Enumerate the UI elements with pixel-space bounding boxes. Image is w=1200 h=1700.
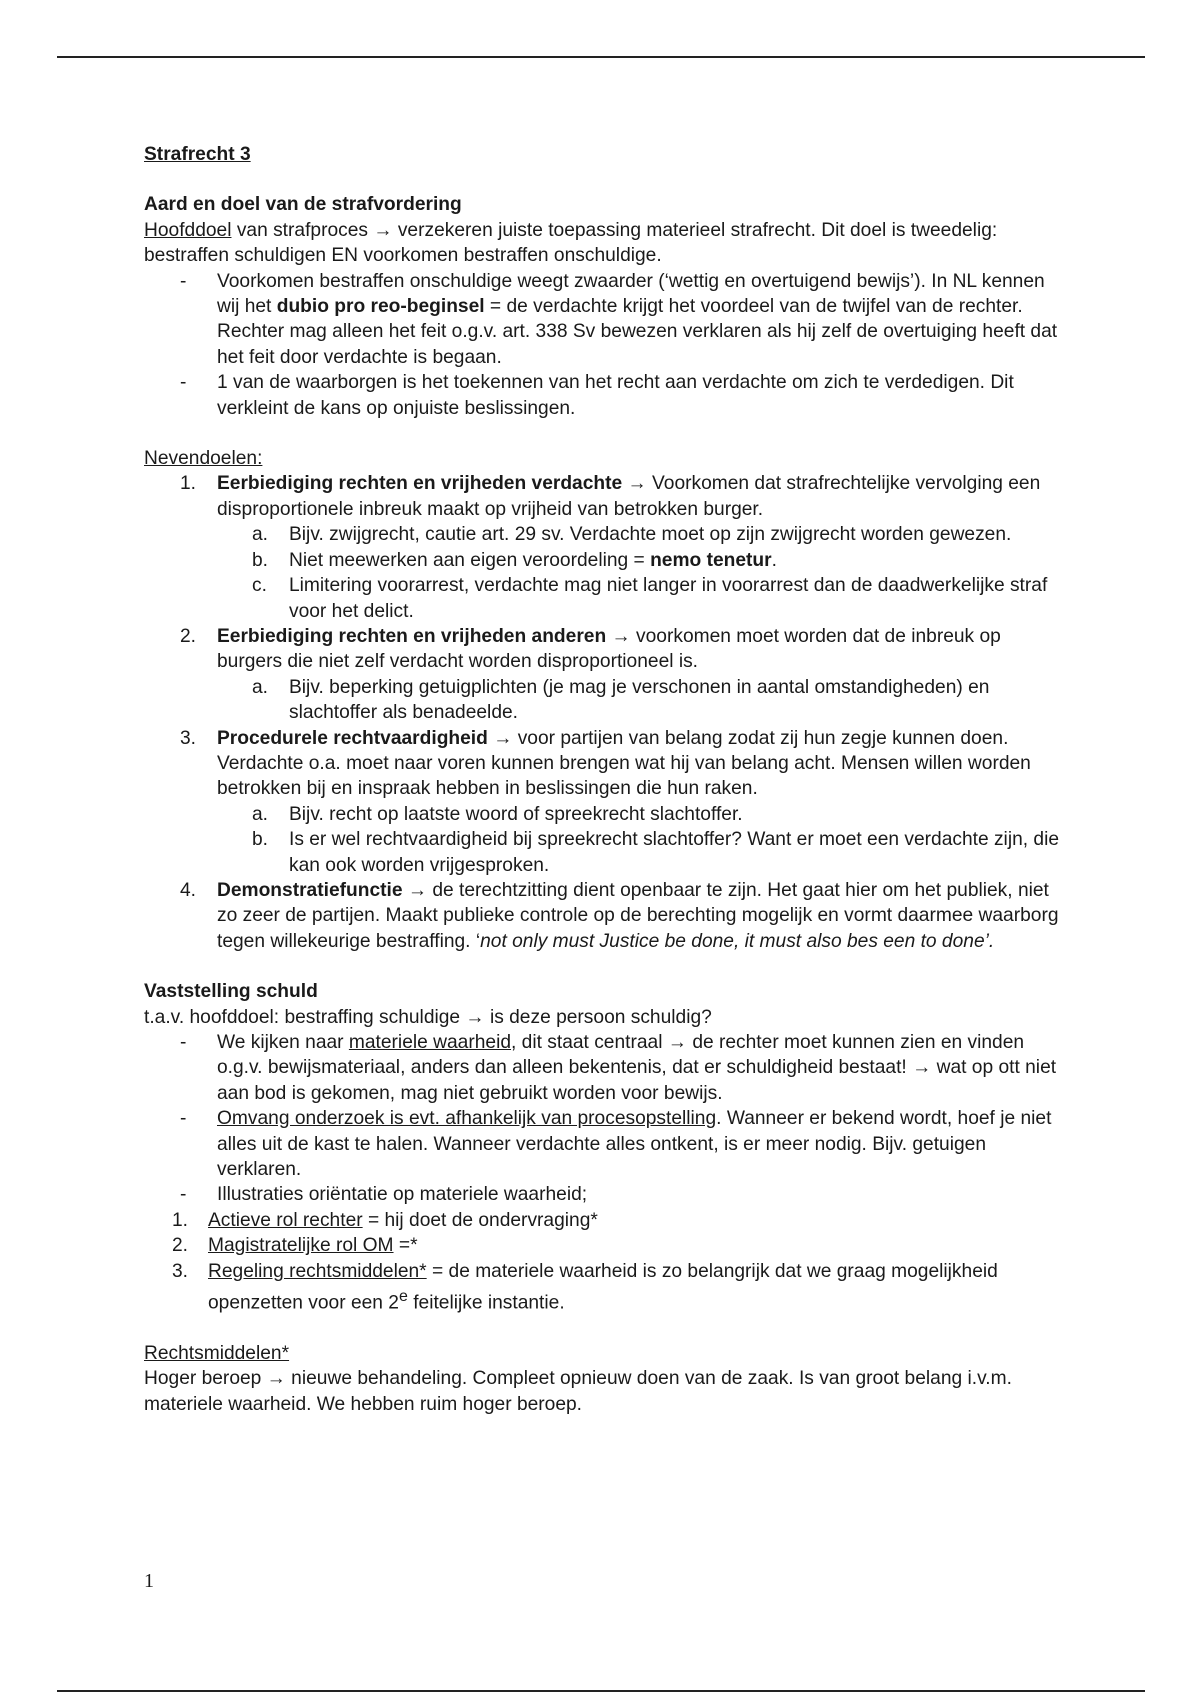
page-number: 1 [144,1570,154,1592]
list-item: a. Bijv. beperking getuigplichten (je mag je verschonen in aantal omstandigheden) en slachtoffer als benadeelde. [252,676,990,724]
list-item: a. Bijv. zwijgrecht, cautie art. 29 sv. Verdachte moet op zijn zwijgrecht worden gewezen. [252,524,1012,546]
paragraph-hoger-beroep: Hoger beroep → nieuwe behandeling. Compleet opnieuw doen van de zaak. Is van groot belang i.v.m. materiele waarheid. We hebben ruim hoger beroep. [144,1368,1012,1415]
section-heading-nevendoelen: Nevendoelen: [144,448,263,470]
paragraph-hoofddoel: Hoofddoel van strafproces → verzekeren juiste toepassing materieel strafrecht. Dit doel is tweedelig: bestraffen schuldigen EN voorkomen bestraffen onschuldige. [144,219,998,267]
list-item: 1. Eerbiediging rechten en vrijheden verdachte → Voorkomen dat strafrechtelijke vervolging een disproportionele inbreuk maakt op vrijheid van betrokken burger. [180,473,1041,520]
list-item: b. Is er wel rechtvaardigheid bij spreekrecht slachtoffer? Want er moet een verdachte zijn, die kan ook worden vrijgesproken. [252,829,1060,876]
list-item: - 1 van de waarborgen is het toekennen van het recht aan verdachte om zich te verdedigen. Dit verkleint de kans op onjuiste beslissingen. [180,372,1014,419]
list-item: b. Niet meewerken aan eigen veroordeling = nemo tenetur. [252,549,777,571]
document-body [144,142,1064,1417]
list-item: c. Limitering voorarrest, verdachte mag niet langer in voorarrest dan de daadwerkelijke straf voor het delict. [252,575,1048,622]
list-item: 4. Demonstratiefunctie → de terechtzitting dient openbaar te zijn. Het gaat hier om het publiek, niet zo zeer de partijen. Maakt publieke controle op de berechting mogelijk en vormt daarmee waarborg tegen willekeurige bestraffing. ‘not only must Justice be done, it must also bes een to done’. [180,879,1059,952]
header-rule [57,56,1145,58]
page-title: Strafrecht 3 [144,144,251,165]
list-item: - Omvang onderzoek is evt. afhankelijk van procesopstelling. Wanneer er bekend wordt, hoef je niet alles uit de kast te halen. Wanneer verdachte alles ontkent, is er meer nodig. Bijv. getuigen verklaren. [180,1108,1052,1181]
section-heading-rechtsmiddelen: Rechtsmiddelen* [144,1342,290,1364]
list-item: - Illustraties oriëntatie op materiele waarheid; [180,1184,588,1206]
paragraph-tav: t.a.v. hoofddoel: bestraffing schuldige → is deze persoon schuldig? [144,1006,712,1028]
list-item: 3. Procedurele rechtvaardigheid → voor partijen van belang zodat zij hun zegje kunnen doen. Verdachte o.a. moet naar voren kunnen brengen wat hij van belang acht. Mensen willen worden betrokken bij en inspraak hebben in beslissingen die hun raken. [180,727,1031,800]
list-item: 3. Regeling rechtsmiddelen* = de materiele waarheid is zo belangrijk dat we graag mogelijkheid openzetten voor een 2e feitelijke instantie. [172,1260,998,1314]
footer-rule [57,1690,1145,1692]
list-item: - Voorkomen bestraffen onschuldige weegt zwaarder (‘wettig en overtuigend bewijs’). In NL kennen wij het dubio pro reo-beginsel = de verdachte krijgt het voordeel van de twijfel van de rechter. Rechter mag alleen het feit o.g.v. art. 338 Sv bewezen verklaren als hij zelf de overtuiging heeft dat het feit door verdachte is begaan. [180,270,1058,368]
list-item: a. Bijv. recht op laatste woord of spreekrecht slachtoffer. [252,803,743,825]
list-item: 2. Eerbiediging rechten en vrijheden anderen → voorkomen moet worden dat de inbreuk op burgers die niet zelf verdacht worden disproportioneel is. [180,625,1001,673]
section-heading-aard: Aard en doel van de strafvordering [144,194,462,216]
list-item: - We kijken naar materiele waarheid, dit staat centraal → de rechter moet kunnen zien en vinden o.g.v. bewijsmateriaal, anders dan alleen bekentenis, dat er schuldigheid bestaat! → wat op ott niet aan bod is gekomen, mag niet gebruikt worden voor bewijs. [180,1032,1057,1104]
list-item: 1. Actieve rol rechter = hij doet de ondervraging* [172,1209,598,1231]
list-item: 2. Magistratelijke rol OM =* [172,1235,418,1257]
section-heading-vaststelling: Vaststelling schuld [144,981,318,1003]
